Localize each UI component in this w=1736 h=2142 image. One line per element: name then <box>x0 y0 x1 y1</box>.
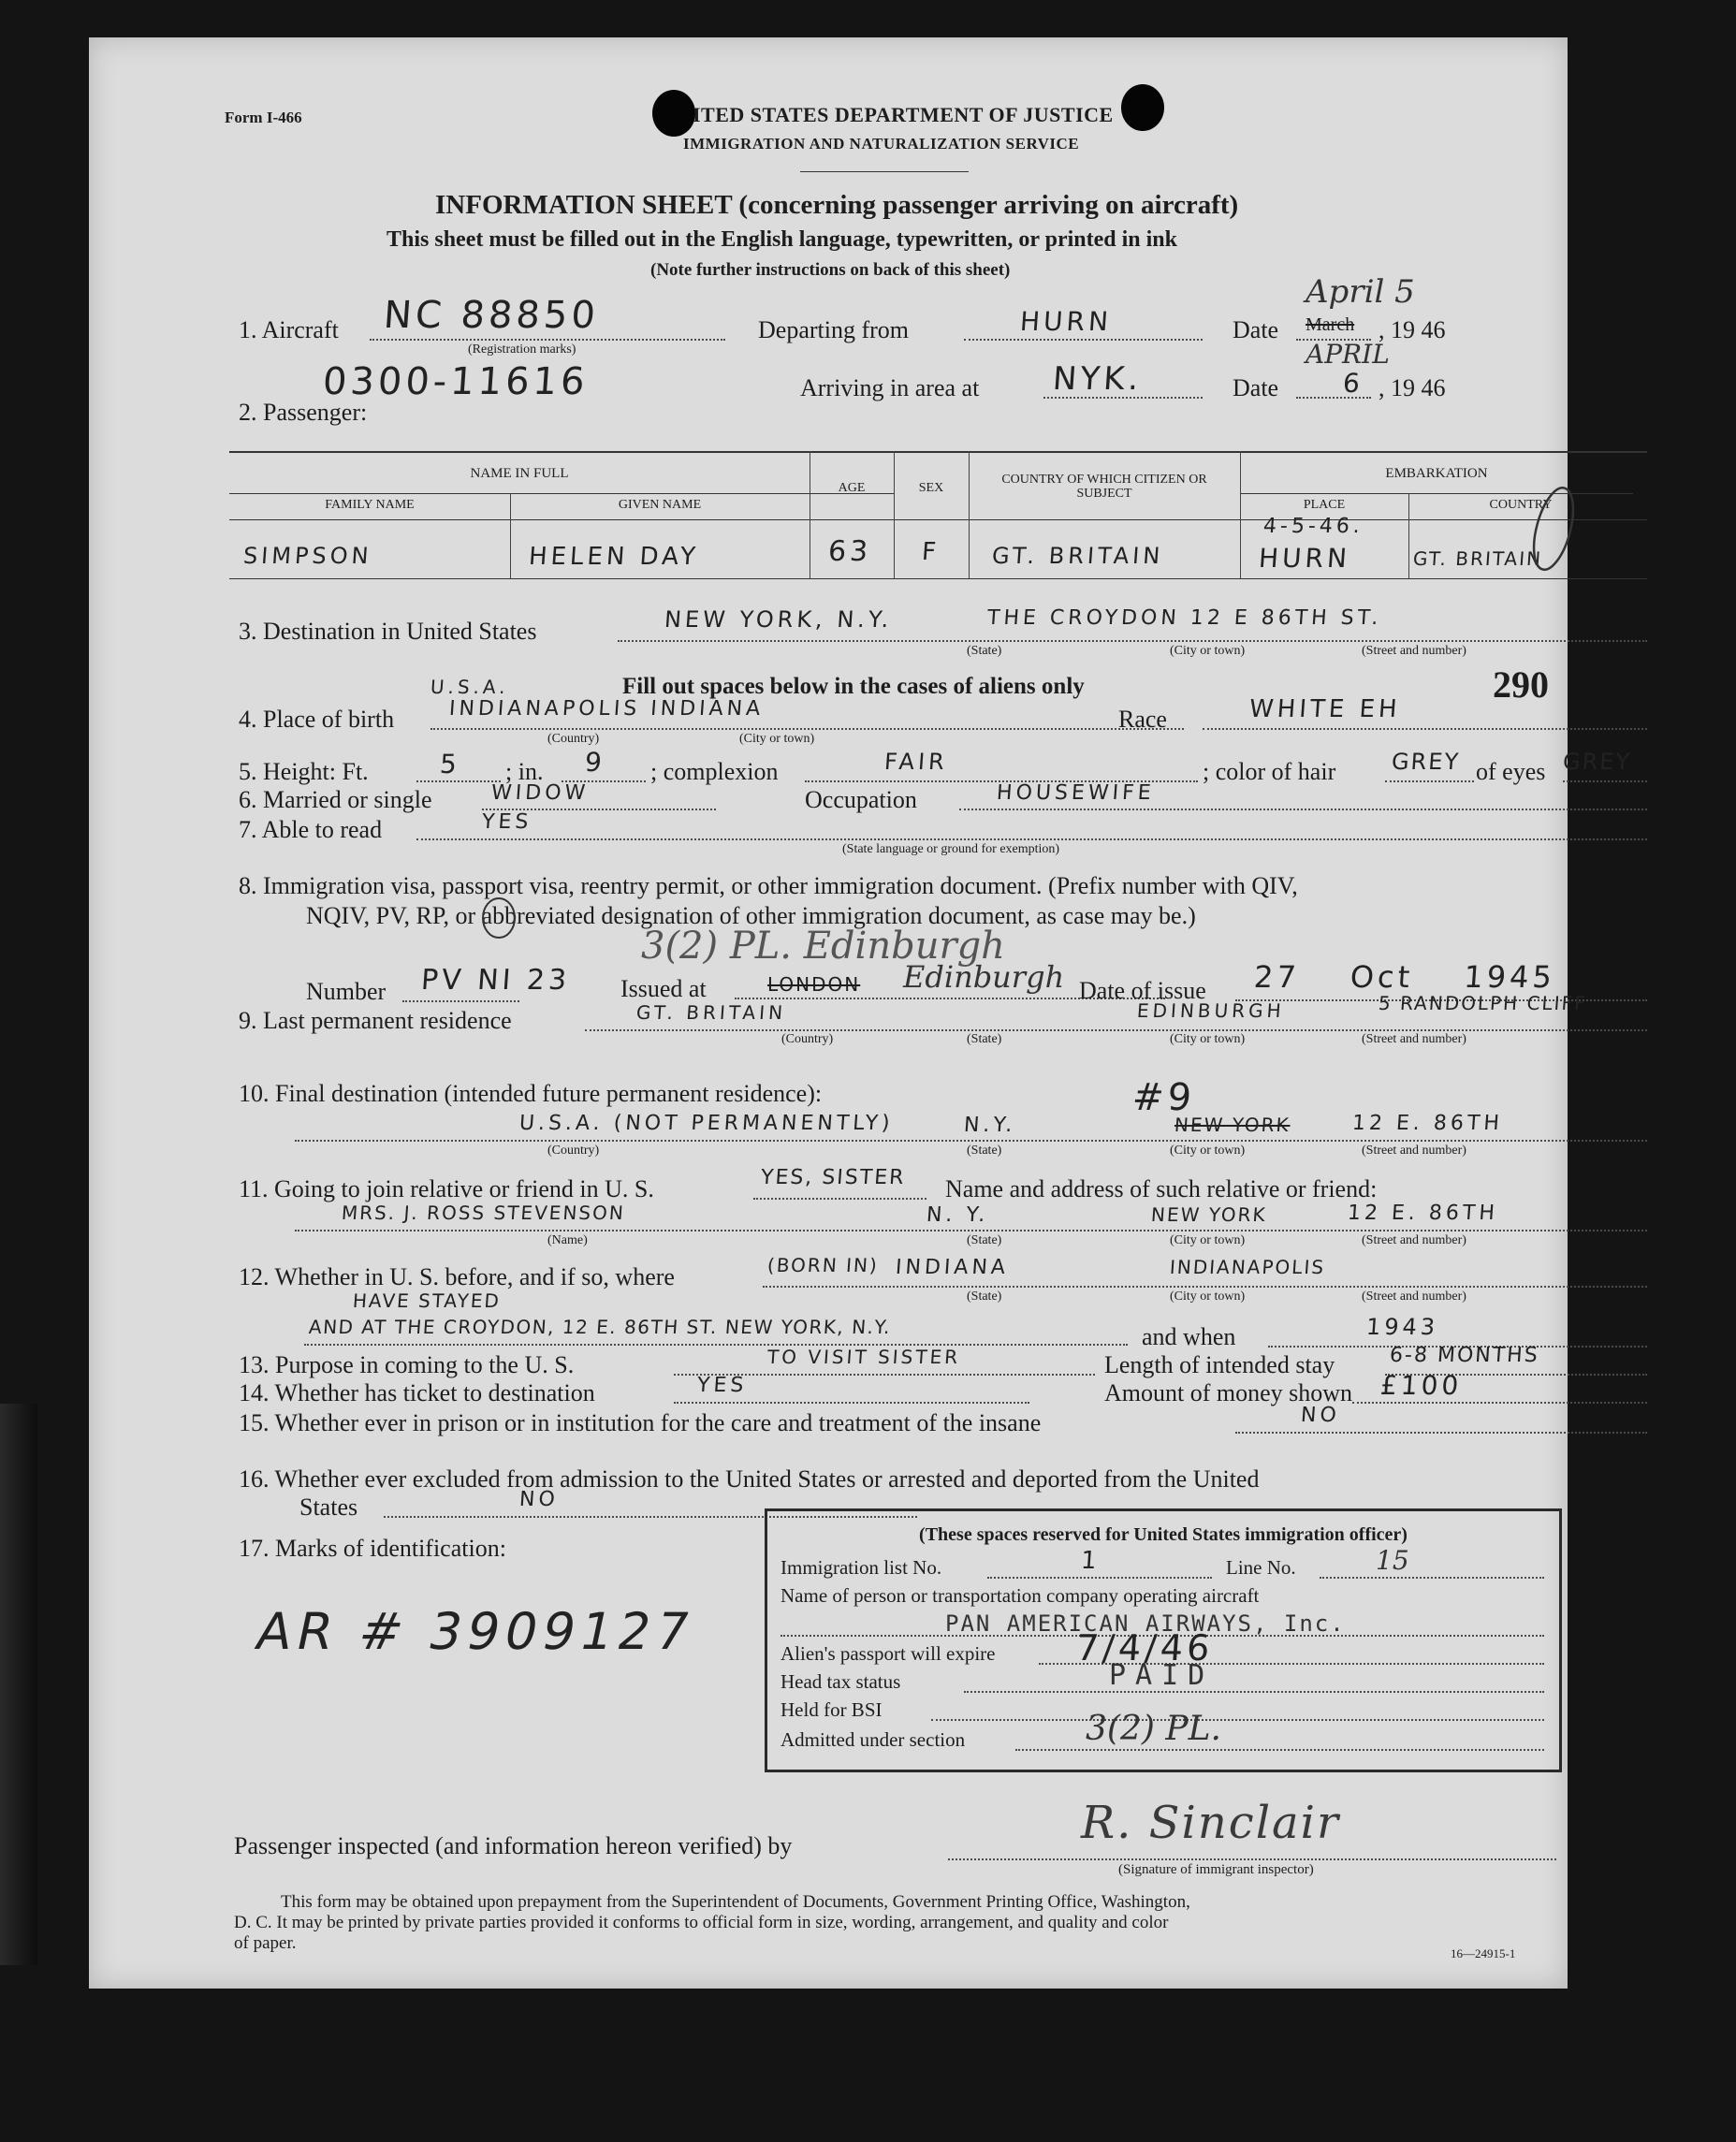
excluded-line2: States <box>299 1494 358 1521</box>
occupation-label: Occupation <box>805 786 917 813</box>
stay-value: 6-8 MONTHS <box>1389 1344 1540 1367</box>
caption: (State) <box>967 644 1002 658</box>
join-label: 11. Going to join relative or friend in U. S. <box>239 1175 654 1202</box>
caption: (Country) <box>547 732 600 746</box>
aircraft-caption: (Registration marks) <box>468 342 576 357</box>
aircraft-label: 1. Aircraft <box>239 316 339 343</box>
read-caption: (State language or ground for exemption) <box>842 842 1060 856</box>
bsi-line <box>931 1719 1544 1721</box>
form-code: 16—24915-1 <box>1451 1946 1516 1960</box>
visa-line1: 8. Immigration visa, passport visa, reentry permit, or other immigration document. (Prefix number with QIV, <box>239 872 1298 899</box>
expire-label: Alien's passport will expire <box>780 1642 996 1665</box>
hair-line <box>1385 780 1474 782</box>
tax-label: Head tax status <box>780 1670 901 1693</box>
and-when-label: and when <box>1142 1323 1236 1350</box>
expire-value: 7/4/46 <box>1074 1627 1215 1668</box>
tax-value: PAID <box>1109 1659 1215 1692</box>
subtitle: This sheet must be filled out in the English language, typewritten, or printed in ink <box>387 227 1177 252</box>
scan-edge <box>0 1404 37 1965</box>
purpose-value: TO VISIT SISTER <box>766 1346 961 1368</box>
admitted-line <box>1015 1749 1544 1751</box>
dept-heading: ITED STATES DEPARTMENT OF JUSTICE <box>693 103 1114 126</box>
race-label: Race <box>1118 706 1167 733</box>
list-label: Immigration list No. <box>780 1556 942 1579</box>
date1-year: , 19 46 <box>1379 316 1446 343</box>
relative-name: MRS. J. ROSS STEVENSON <box>341 1202 626 1224</box>
divider <box>800 171 969 172</box>
table-top-border <box>229 451 1647 453</box>
table-divider <box>894 451 895 578</box>
caption: (Name) <box>547 1233 588 1247</box>
money-label: Amount of money shown <box>1104 1379 1353 1406</box>
eyes-label: of eyes <box>1476 758 1546 785</box>
table-header-bottom <box>229 519 1647 520</box>
marks-value: AR # 3909127 <box>251 1602 701 1661</box>
caption: (Street and number) <box>1362 1032 1466 1046</box>
signature-caption: (Signature of immigrant inspector) <box>1118 1862 1314 1877</box>
before-line <box>763 1286 1647 1288</box>
eyes-value: GREY <box>1562 749 1633 775</box>
departing-label: Departing from <box>758 316 910 343</box>
footer-line2: D. C. It may be printed by private parties provided it conforms to official form in size, wording, arrangement, and quality and color <box>234 1913 1169 1932</box>
destination-label: 3. Destination in United States <box>239 618 537 645</box>
complexion-label: ; complexion <box>650 758 779 785</box>
embark-date-value: 4-5-46. <box>1262 515 1364 538</box>
caption: (State) <box>967 1032 1002 1046</box>
inspector-signature: R. Sinclair <box>1081 1797 1340 1849</box>
money-line <box>1352 1402 1647 1404</box>
caption: (City or town) <box>1170 1144 1246 1158</box>
company-value: PAN AMERICAN AIRWAYS, Inc. <box>945 1610 1346 1637</box>
given-name-value: HELEN DAY <box>527 543 700 571</box>
excluded-line1: 16. Whether ever excluded from admission to the United States or arrested and deported from the United <box>239 1465 1260 1493</box>
country-header: COUNTRY <box>1489 498 1553 512</box>
table-rule <box>229 493 894 494</box>
height-ft-value: 5 <box>438 749 461 780</box>
name-in-full-header: NAME IN FULL <box>470 466 569 481</box>
relative-state: N. Y. <box>926 1203 990 1227</box>
caption: (Street and number) <box>1362 1233 1466 1247</box>
admitted-value: 3(2) PL. <box>1086 1710 1221 1748</box>
caption: (City or town) <box>739 732 815 746</box>
form-number: Form I-466 <box>225 109 302 126</box>
note: (Note further instructions on back of this sheet) <box>650 260 1011 280</box>
date2-day: 6 <box>1341 368 1364 399</box>
height-in-value: 9 <box>583 747 606 778</box>
issued-struck: LONDON <box>767 973 861 996</box>
final-line <box>295 1140 1647 1142</box>
line-value: 15 <box>1376 1545 1409 1576</box>
arriving-value: NYK. <box>1051 360 1144 398</box>
sex-value: F <box>920 538 941 566</box>
birth-value: INDIANAPOLIS INDIANA <box>448 697 766 721</box>
age-header: AGE <box>838 481 866 495</box>
caption: (City or town) <box>1170 1290 1246 1304</box>
page-title: INFORMATION SHEET (concerning passenger arriving on aircraft) <box>435 190 1239 220</box>
number-line <box>402 1000 519 1002</box>
prison-label: 15. Whether ever in prison or in institution for the care and treatment of the insane <box>239 1409 1042 1436</box>
destination-line <box>618 640 1647 642</box>
ticket-value: YES <box>696 1374 749 1397</box>
excluded-value: NO <box>518 1488 560 1511</box>
service-heading: IMMIGRATION AND NATURALIZATION SERVICE <box>683 135 1080 153</box>
relative-city: NEW YORK <box>1150 1203 1268 1226</box>
list-line <box>987 1577 1212 1579</box>
date-issue-label: Date of issue <box>1079 977 1206 1004</box>
date2-label: Date <box>1233 374 1279 401</box>
footer-line3: of paper. <box>234 1933 297 1953</box>
birth-label: 4. Place of birth <box>239 706 395 733</box>
embark-place-value: HURN <box>1257 543 1352 574</box>
caption: (Country) <box>547 1144 600 1158</box>
height-label: 5. Height: Ft. <box>239 758 369 785</box>
married-label: 6. Married or single <box>239 786 432 813</box>
before-city: INDIANAPOLIS <box>1169 1256 1326 1278</box>
join-line <box>753 1198 926 1200</box>
final-struck: #9 <box>1131 1076 1197 1119</box>
join-value: YES, SISTER <box>760 1166 907 1189</box>
complexion-value: FAIR <box>883 749 949 775</box>
signature-line <box>948 1858 1556 1860</box>
inspected-label: Passenger inspected (and information hereon verified) by <box>234 1832 793 1859</box>
date1-printed-month: March <box>1306 314 1355 335</box>
caption: (Street and number) <box>1362 644 1466 658</box>
citizen-value: GT. BRITAIN <box>991 543 1165 569</box>
family-name-header: FAMILY NAME <box>325 498 415 512</box>
form-sheet <box>89 37 1633 1989</box>
footer-line1: This form may be obtained upon prepayment from the Superintendent of Documents, Government Printing Office, Washington, <box>281 1892 1190 1912</box>
issued-label: Issued at <box>620 975 707 1002</box>
punch-hole-left <box>652 90 695 137</box>
race-number: 290 <box>1493 663 1549 706</box>
issued-value: Edinburgh <box>903 959 1065 995</box>
visa-annotation: 3(2) PL. Edinburgh <box>641 925 1005 968</box>
aircraft-line <box>370 339 725 341</box>
age-value: 63 <box>826 535 873 568</box>
before-year: 1943 <box>1365 1314 1440 1340</box>
embarkation-header: EMBARKATION <box>1385 466 1488 481</box>
number-label: Number <box>306 978 387 1005</box>
pv-circle-mark <box>480 896 518 940</box>
officer-header: (These spaces reserved for United States immigration officer) <box>919 1524 1408 1545</box>
before-line2-value: AND AT THE CROYDON, 12 E. 86TH ST. NEW YORK, N.Y. <box>308 1316 892 1338</box>
table-divider <box>969 451 970 578</box>
final-street: 12 E. 86TH <box>1351 1112 1504 1135</box>
caption: (Country) <box>781 1032 834 1046</box>
sex-header: SEX <box>918 481 944 495</box>
eyes-line <box>1563 780 1647 782</box>
caption: (City or town) <box>1170 1032 1246 1046</box>
aircraft-value: NC 88850 <box>382 294 601 337</box>
date1-correction: April 5 <box>1306 273 1415 311</box>
line-label: Line No. <box>1226 1556 1296 1579</box>
oval-mark <box>1530 477 1577 580</box>
date-issue-value: 27 Oct 1945 <box>1252 959 1557 995</box>
read-value: YES <box>481 810 533 834</box>
final-country: U.S.A. (NOT PERMANENTLY) <box>518 1112 895 1135</box>
purpose-label: 13. Purpose in coming to the U. S. <box>239 1351 575 1378</box>
number-value: PV NI 23 <box>419 964 572 997</box>
caption: (Street and number) <box>1362 1290 1466 1304</box>
tax-line <box>964 1691 1544 1693</box>
relative-street: 12 E. 86TH <box>1347 1202 1499 1225</box>
stay-label: Length of intended stay <box>1104 1351 1335 1378</box>
given-name-header: GIVEN NAME <box>618 498 702 512</box>
before-state: INDIANA <box>895 1256 1010 1279</box>
final-label: 10. Final destination (intended future permanent residence): <box>239 1080 823 1107</box>
before-line2 <box>304 1344 1128 1346</box>
file-number: 0300-11616 <box>321 360 591 403</box>
money-value: £100 <box>1379 1370 1464 1401</box>
passenger-label: 2. Passenger: <box>239 399 368 426</box>
date2-correction: APRIL <box>1306 339 1390 370</box>
date2-year: , 19 46 <box>1379 374 1446 401</box>
occupation-value: HOUSEWIFE <box>996 781 1156 805</box>
visa-line2: NQIV, PV, RP, or abbreviated designation of other immigration document, as case may be.) <box>306 902 1196 929</box>
join-address-line <box>295 1230 1647 1231</box>
prison-value: NO <box>1300 1404 1341 1427</box>
married-value: WIDOW <box>490 781 591 805</box>
place-header: PLACE <box>1303 498 1346 512</box>
residence-label: 9. Last permanent residence <box>239 1007 512 1034</box>
caption: (City or town) <box>1170 644 1246 658</box>
before-label: 12. Whether in U. S. before, and if so, where <box>239 1263 675 1290</box>
prison-line <box>1235 1432 1647 1434</box>
read-label: 7. Able to read <box>239 816 383 843</box>
before-born: (BORN IN) <box>766 1254 880 1276</box>
race-value: WHITE EH <box>1247 695 1402 723</box>
occupation-line <box>959 809 1647 810</box>
have-stayed: HAVE STAYED <box>352 1290 502 1312</box>
final-state: N.Y. <box>963 1114 1017 1137</box>
ticket-line <box>674 1402 1029 1404</box>
caption: (State) <box>967 1290 1002 1304</box>
marks-label: 17. Marks of identification: <box>239 1535 506 1562</box>
caption: (State) <box>967 1144 1002 1158</box>
ft-line <box>416 780 501 782</box>
join-label2: Name and address of such relative or friend: <box>945 1175 1378 1202</box>
ticket-label: 14. Whether has ticket to destination <box>239 1379 595 1406</box>
punch-hole-right <box>1121 84 1164 131</box>
departing-line <box>964 339 1203 341</box>
officer-box <box>765 1508 1562 1772</box>
citizen-header: COUNTRY OF WHICH CITIZEN OR SUBJECT <box>1001 473 1207 501</box>
destination-state: NEW YORK, N.Y. <box>664 606 894 633</box>
arriving-label: Arriving in area at <box>800 374 980 401</box>
residence-street: 5 RANDOLPH CLIFF <box>1378 992 1588 1014</box>
birth-country-value: U.S.A. <box>430 676 510 698</box>
date1-label: Date <box>1233 316 1279 343</box>
caption: (State) <box>967 1233 1002 1247</box>
list-value: 1 <box>1079 1547 1101 1575</box>
caption: (City or town) <box>1170 1233 1246 1247</box>
inch-label: ; in. <box>505 758 544 785</box>
hair-label: ; color of hair <box>1203 758 1336 785</box>
destination-street: THE CROYDON 12 E 86TH ST. <box>986 606 1383 630</box>
departing-value: HURN <box>1018 306 1114 337</box>
final-city: NEW YORK <box>1174 1114 1291 1136</box>
read-line <box>416 838 1647 840</box>
birth-line <box>430 728 1184 730</box>
caption: (Street and number) <box>1362 1144 1466 1158</box>
race-line <box>1203 728 1647 730</box>
aliens-header: Fill out spaces below in the cases of aliens only <box>622 674 1085 699</box>
line-no-line <box>1320 1577 1544 1579</box>
residence-line <box>585 1029 1647 1031</box>
hair-value: GREY <box>1391 749 1462 775</box>
residence-city: EDINBURGH <box>1136 999 1286 1022</box>
bsi-label: Held for BSI <box>780 1698 883 1721</box>
residence-country: GT. BRITAIN <box>635 1001 787 1024</box>
family-name-value: SIMPSON <box>242 543 373 569</box>
embark-country-value: GT. BRITAIN <box>1412 547 1543 570</box>
table-bottom-border <box>229 578 1647 579</box>
company-label: Name of person or transportation company operating aircraft <box>780 1584 1260 1607</box>
admitted-label: Admitted under section <box>780 1728 966 1751</box>
